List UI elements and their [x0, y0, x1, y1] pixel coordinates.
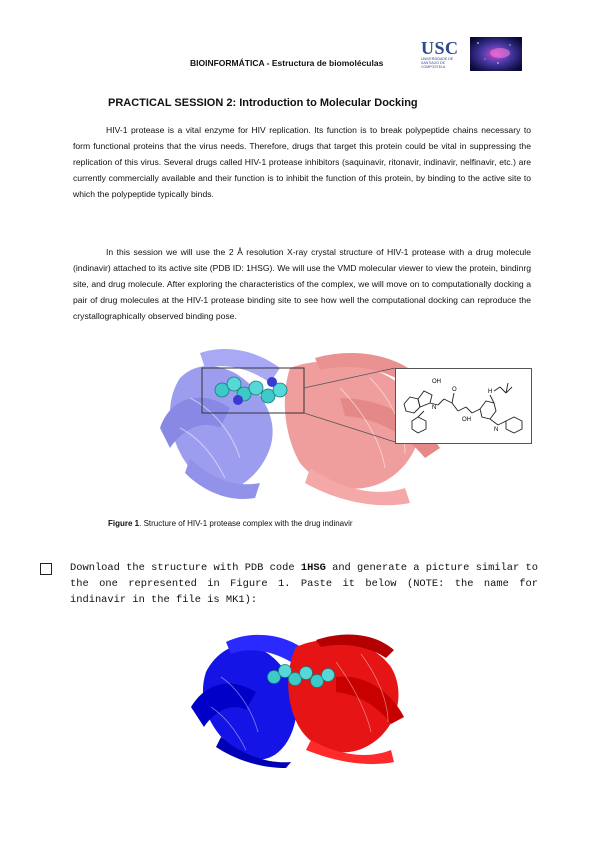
svg-text:O: O — [452, 387, 457, 393]
usc-logo: USC UNIVERSIDADE DE SANTIAGO DE COMPOSTELA — [421, 38, 459, 69]
svg-text:OH: OH — [462, 417, 471, 423]
page-title: PRACTICAL SESSION 2: Introduction to Molecular Docking — [108, 97, 418, 109]
svg-text:OH: OH — [432, 379, 441, 385]
figure-caption: Figure 1. Structure of HIV-1 protease complex with the drug indinavir — [108, 519, 353, 528]
svg-text:N: N — [432, 405, 437, 411]
indinavir-structure-inset — [395, 368, 532, 444]
intro-paragraph: HIV-1 protease is a vital enzyme for HIV replication. Its function is to break polypeptide chains necessary to form functional proteins that the virus needs. Therefore, drugs that target this protein could be vital in suppressing the replication of this virus. Several drugs called HIV-1 protease inhibitors (saquinavir, ritonavir, indinavir, nelfinavir, etc.) are currently commercially available and their function is to inhibit the function of this protein, by binding to the active site to which the polypeptide typically binds. — [73, 125, 531, 199]
pasted-protein-picture — [186, 622, 408, 768]
checkbox-icon — [40, 563, 52, 575]
session-paragraph: In this session we will use the 2 Å resolution X-ray crystal structure of HIV-1 protease with a drug molecule (indinavir) attached to its active site (PDB ID: 1HSG). We will use the VMD molecular viewer to view the protein, bindinrg site, and drug molecule. After exploring the characteristics of the complex, we will move on to computationally docking a pair of drug molecules at the HIV-1 protease binding site to see how well the computational docking can reproduce the crystallographically observed binding pose. — [73, 247, 531, 321]
header-space-image — [470, 37, 522, 71]
svg-text:N: N — [494, 427, 499, 433]
svg-text:H: H — [488, 389, 493, 395]
course-header: BIOINFORMÁTICA - Estructura de biomoléculas — [190, 58, 384, 68]
task-instruction: Download the structure with PDB code 1HSG and generate a picture similar to the one represented in Figure 1. Paste it below (NOTE: the name for indinavir in the file is MK1): — [70, 562, 538, 606]
indinavir-skeletal-formula — [396, 369, 531, 443]
